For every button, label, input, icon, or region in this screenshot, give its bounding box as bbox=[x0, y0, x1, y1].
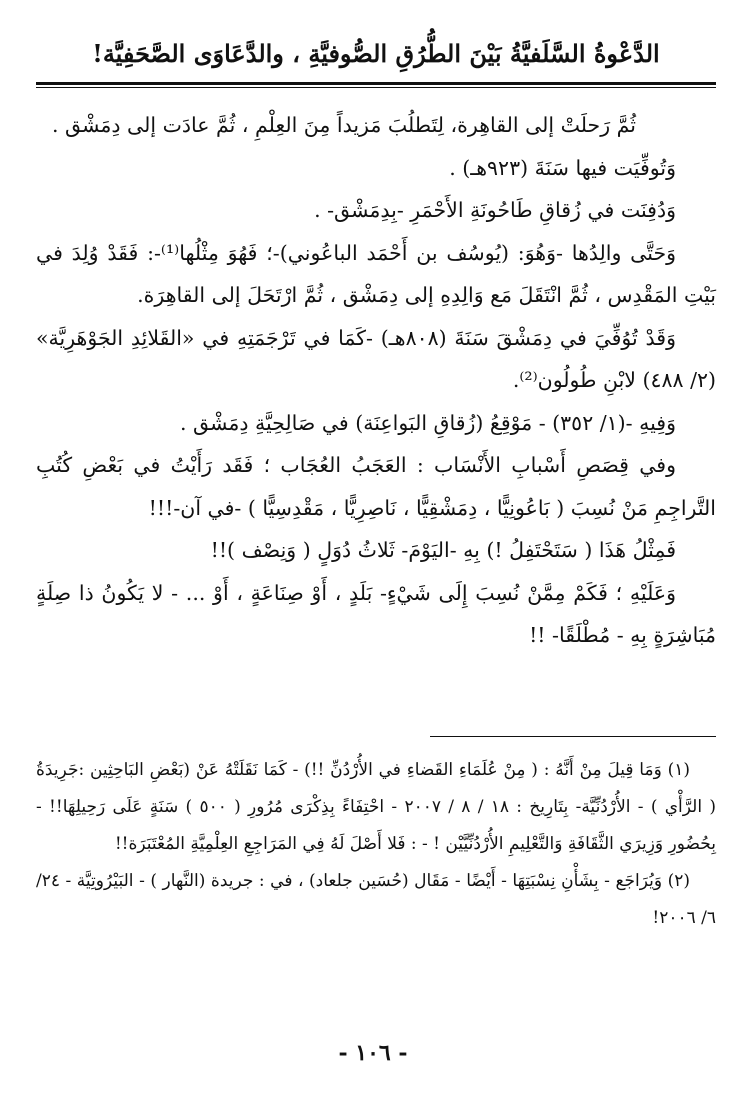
footnote-separator bbox=[430, 736, 716, 737]
paragraph: وفي قِصَصِ أَسْبابِ الأَنْسَاب : العَجَبُ العُجَاب ؛ فَقَد رَأَيْتُ في بَعْضِ كُتُبِ التَّراجِمِ مَنْ نُسِبَ ( بَاعُونِيًّا ، دِمَشْقِيًّا ، نَاصِرِيًّا ، مَقْدِسِيًّا ) -في آن-!!! bbox=[36, 453, 716, 520]
paragraph: وَفِيهِ -(١/ ٣٥٢) - مَوْقِعُ (زُقاقِ البَواعِنَة) في صَالِحِيَّةِ دِمَشْق . bbox=[179, 410, 676, 435]
header-rule-thin bbox=[36, 87, 716, 88]
footnote-2: (٢) وَيُرَاجَع - بِشَأْنِ نِسْبَتِهَا - أَيْضًا - مَقَال (حُسَين جلعاد) ، في : جريدة (النَّهار ) - البَيْرُوتِيَّة - ٢٤/ ٦/ ٢٠٠٦! bbox=[36, 871, 716, 928]
page-number: - ١٠٦ - bbox=[338, 1040, 408, 1066]
paragraph: وَتُوفِّيَت فيها سَنَةَ (٩٢٣هـ) . bbox=[449, 155, 676, 180]
paragraph: ثُمَّ رَحلَتْ إلى القاهِرة، لِتَطلُبَ مَزيداً مِنَ العِلْمِ ، ثُمَّ عادَت إلى دِمَشْق . bbox=[52, 113, 636, 137]
running-header-title: الدَّعْوةُ السَّلَفيَّةُ بَيْنَ الطُّرُقِ الصُّوفيَّةِ ، والدَّعَاوَى الصَّحَفِيَّة! bbox=[92, 39, 660, 68]
header-rule-thick bbox=[36, 82, 716, 85]
paragraph: وَدُفِنَت في زُقاقِ طَاحُونَةِ الأَحْمَرِ -بِدِمَشْق- . bbox=[314, 198, 676, 222]
paragraph: وَقَدْ تُوُفِّيَ في دِمَشْقَ سَنَةَ (٨٠٨هـ) -كَمَا في تَرْجَمَتِهِ في «القَلائِدِ الجَوْهَرِيَّة» (٢/ ٤٨٨) لابْنِ طُولُون⁽²⁾. bbox=[36, 325, 716, 392]
paragraph: وَحَتَّى والِدُها -وَهُوَ: (يُوسُف بن أَحْمَد الباعُوني)-؛ فَهُوَ مِثْلُها⁽¹⁾-: فَقَدْ وُلِدَ في بَيْتِ المَقْدِس ، ثُمَّ انْتَقَلَ مَع وَالِدِهِ إلى دِمَشْق ، ثُمَّ ارْتَحَلَ إلى القاهِرَة. bbox=[36, 240, 716, 307]
paragraph: فَمِثْلُ هَذَا ( سَتَحْتَفِلُ !) بِهِ -اليَوْمَ- ثَلاثُ دُوَلٍ ( وَنِصْف )!! bbox=[210, 538, 676, 562]
main-text bbox=[36, 104, 716, 657]
footnotes bbox=[36, 752, 716, 937]
paragraph: وَعَلَيْهِ ؛ فَكَمْ مِمَّنْ نُسِبَ إِلَى شَيْءٍ- بَلَدٍ ، أَوْ صِنَاعَةٍ ، أَوْ ... - لا يَكُونُ ذا صِلَةٍ مُبَاشِرَةٍ بِهِ - مُطْلَقًا- !! bbox=[36, 580, 716, 647]
footnote-1: (١) وَمَا قِيلَ مِنْ أَنَّهُ : ( مِنْ عُلَمَاءِ القَضاءِ في الأُرْدُنِّ !!) - كَمَا نَقَلَتْهُ عَنْ (بَعْضِ البَاحِثِين :جَرِيدَةُ ( الرَّأْي ) - الأُرْدُنِّيَّة- بِتَارِيخ : ١٨ / ٨ / ٢٠٠٧ - احْتِفَاءً بِذِكْرَى مُرُورِ ( ٥٠٠ ) سَنَةٍ عَلَى رَحِيلِهَا!! - بِحُضُورِ وَزِيرَي الثَّقَافَةِ وَالتَّعْلِيمِ الأُرْدُنِّيَّيْن ! - : فَلا أَصْلَ لَهُ فِي المَرَاجِعِ العِلْمِيَّةِ المُعْتَبَرَة!! bbox=[36, 760, 716, 854]
